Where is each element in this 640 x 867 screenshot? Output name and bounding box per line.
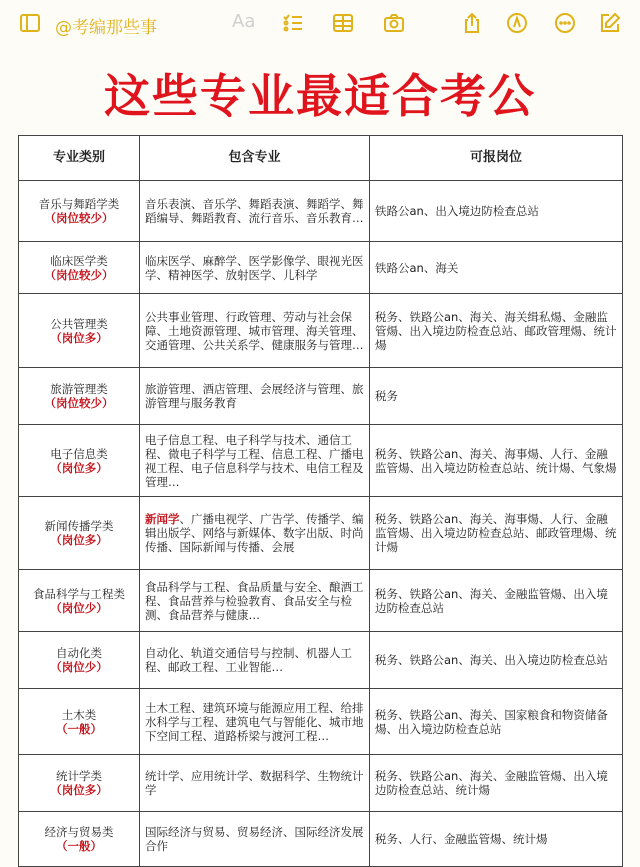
posts-cell: 税务、铁路公an、海关、海事煬、人行、金融监管煬、出入境边防检查总站、统计煬、气象煬 — [370, 425, 623, 497]
majors-text: 食品科学与工程、食品质量与安全、酿酒工程、食品营养与检验教育、食品安全与检测、食品营养与健康… — [145, 579, 364, 622]
category-cell — [19, 570, 140, 632]
category-note: （岗位少） — [50, 600, 108, 615]
category-cell — [19, 812, 140, 867]
table-icon[interactable] — [329, 9, 357, 37]
majors-text: 土木工程、建筑环境与能源应用工程、给排水科学与工程、建筑电气与智能化、城市地下空间工程、道路桥梁与渡河工程… — [145, 700, 364, 743]
category-cell — [19, 497, 140, 570]
category-name: 统计学类 — [56, 769, 102, 783]
majors-cell — [140, 755, 370, 812]
majors-cell — [140, 689, 370, 755]
table-row — [19, 294, 623, 368]
majors-text: 临床医学、麻醉学、医学影像学、眼视光医学、精神医学、放射医学、儿科学 — [145, 253, 364, 282]
notes-toolbar — [0, 0, 640, 46]
category-cell — [19, 294, 140, 368]
category-cell — [19, 632, 140, 689]
majors-cell — [140, 425, 370, 497]
posts-cell: 税务、铁路公an、海关、出入境边防检查总站 — [370, 632, 623, 689]
header-category: 专业类别 — [19, 136, 140, 181]
category-name: 临床医学类 — [50, 253, 108, 268]
header-majors: 包含专业 — [140, 136, 370, 181]
compose-icon[interactable] — [596, 9, 624, 37]
category-cell — [19, 425, 140, 497]
table-row — [19, 632, 623, 689]
majors-text: 音乐表演、音乐学、舞蹈表演、舞蹈学、舞蹈编导、舞蹈教育、流行音乐、音乐教育… — [145, 197, 364, 225]
table-row — [19, 425, 623, 497]
category-note: （岗位少） — [50, 660, 108, 674]
posts-cell: 税务、铁路公an、海关、海事煬、人行、金融监管煬、出入境边防检查总站、邮政管理煬、统计煬 — [370, 497, 623, 570]
category-cell — [19, 181, 140, 242]
category-cell — [19, 755, 140, 812]
more-icon[interactable] — [551, 9, 579, 37]
majors-text: 、广播电视学、广告学、传播学、编辑出版学、网络与新媒体、数字出版、时尚传播、国际新闻与传播、会展 — [145, 512, 364, 554]
majors-highlight: 新闻学 — [145, 512, 180, 526]
category-name: 旅游管理类 — [50, 382, 108, 396]
category-cell — [19, 368, 140, 425]
majors-text: 电子信息工程、电子科学与技术、通信工程、微电子科学与工程、信息工程、广播电视工程、电子信息科学与技术、电信工程及管理… — [145, 432, 364, 489]
category-name: 土木类 — [61, 707, 97, 722]
majors-cell — [140, 497, 370, 570]
page-title: 这些专业最适合考公 — [104, 69, 536, 123]
category-note: （岗位多） — [50, 783, 108, 797]
majors-text: 公共事业管理、行政管理、劳动与社会保障、土地资源管理、城市管理、海关管理、交通管理、公共关系学、健康服务与管理… — [145, 309, 364, 352]
category-name: 新闻传播学类 — [44, 519, 114, 533]
category-name: 自动化类 — [56, 646, 102, 660]
majors-cell — [140, 368, 370, 425]
sidebar-icon[interactable] — [16, 9, 44, 37]
table-header-row — [19, 136, 623, 181]
category-note: （一般） — [56, 839, 102, 853]
table-row — [19, 755, 623, 812]
majors-cell — [140, 181, 370, 242]
category-note: （岗位较少） — [44, 211, 114, 225]
category-name: 食品科学与工程类 — [33, 586, 125, 601]
majors-text: 统计学、应用统计学、数据科学、生物统计学 — [145, 769, 364, 797]
category-cell — [19, 689, 140, 755]
majors-text: 自动化、轨道交通信号与控制、机器人工程、邮政工程、工业智能… — [145, 646, 352, 674]
majors-table — [18, 135, 623, 867]
category-note: （岗位多） — [50, 533, 108, 547]
table-row — [19, 368, 623, 425]
header-posts: 可报岗位 — [370, 136, 623, 181]
posts-cell: 税务 — [370, 368, 623, 425]
posts-cell: 铁路公an、海关 — [370, 242, 623, 294]
font-format-icon[interactable]: Aa — [232, 11, 256, 32]
table-row — [19, 812, 623, 867]
table-row — [19, 497, 623, 570]
majors-cell — [140, 242, 370, 294]
posts-cell: 税务、铁路公an、海关、金融监管煬、出入境边防检查总站 — [370, 570, 623, 632]
markup-icon[interactable] — [503, 9, 531, 37]
category-name: 音乐与舞蹈学类 — [38, 197, 120, 211]
majors-text: 国际经济与贸易、贸易经济、国际经济发展合作 — [145, 825, 364, 853]
table-row — [19, 242, 623, 294]
table-row — [19, 570, 623, 632]
majors-cell — [140, 294, 370, 368]
category-name: 公共管理类 — [50, 316, 108, 331]
author-handle: @考编那些事 — [55, 18, 157, 38]
checklist-icon[interactable] — [279, 9, 307, 37]
category-cell — [19, 242, 140, 294]
majors-cell — [140, 632, 370, 689]
category-note: （岗位较少） — [44, 396, 114, 410]
majors-text: 旅游管理、酒店管理、会展经济与管理、旅游管理与服务教育 — [145, 382, 364, 410]
category-name: 电子信息类 — [50, 446, 108, 461]
table-row — [19, 689, 623, 755]
camera-icon[interactable] — [380, 9, 408, 37]
category-note: （一般） — [56, 721, 102, 736]
posts-cell: 税务、铁路公an、海关、海关缉私煬、金融监管煬、出入境边防检查总站、邮政管理煬、统计煬 — [370, 294, 623, 368]
category-note: （岗位多） — [50, 330, 108, 345]
posts-cell: 税务、人行、金融监管煬、统计煬 — [370, 812, 623, 867]
majors-cell — [140, 812, 370, 867]
category-name: 经济与贸易类 — [44, 825, 114, 839]
table-row — [19, 181, 623, 242]
majors-cell — [140, 570, 370, 632]
posts-cell: 税务、铁路公an、海关、国家粮食和物资储备煬、出入境边防检查总站 — [370, 689, 623, 755]
share-icon[interactable] — [458, 9, 486, 37]
category-note: （岗位较少） — [44, 267, 114, 282]
posts-cell: 税务、铁路公an、海关、金融监管煬、出入境边防检查总站、统计煬 — [370, 755, 623, 812]
posts-cell: 铁路公an、出入境边防检查总站 — [370, 181, 623, 242]
category-note: （岗位多） — [50, 460, 108, 475]
